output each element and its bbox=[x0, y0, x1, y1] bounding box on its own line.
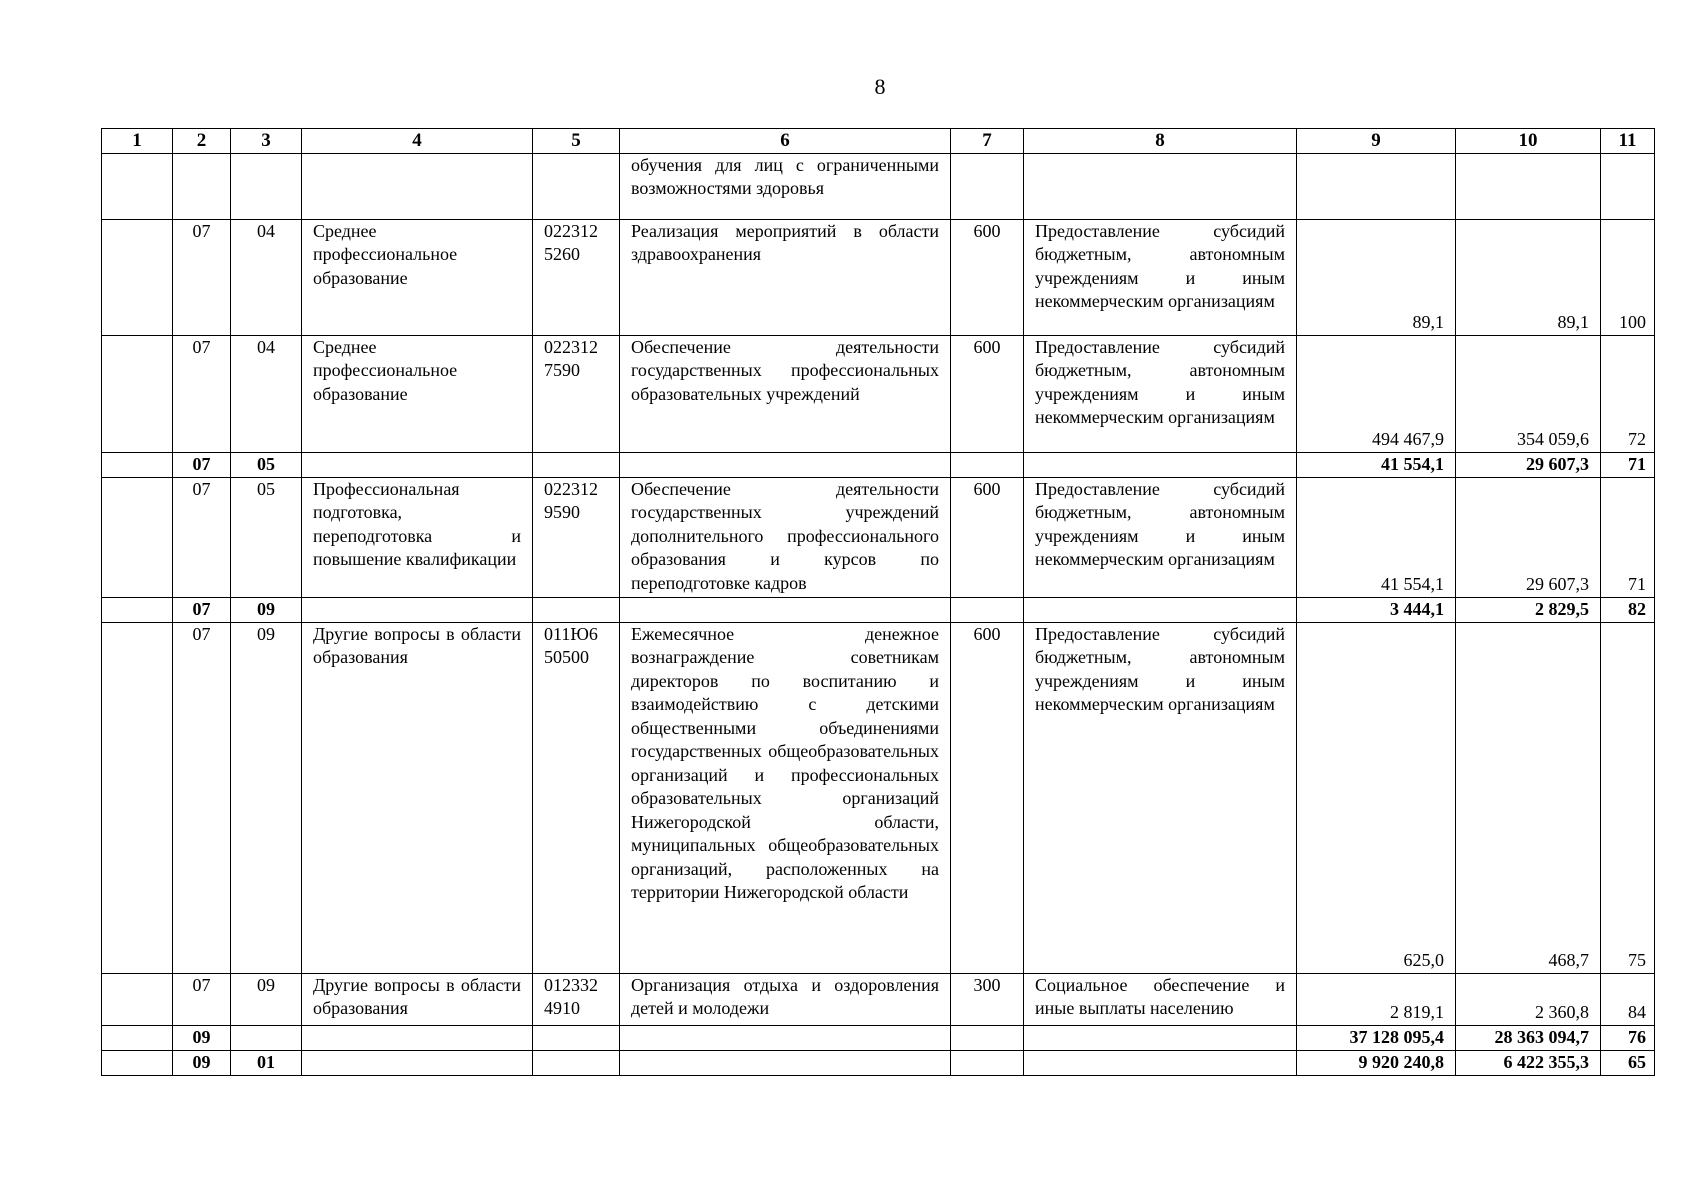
cell-fact: 89,1 bbox=[1456, 219, 1601, 335]
cell-expense-type-name bbox=[1024, 153, 1297, 219]
column-header: 2 bbox=[173, 129, 231, 154]
cell-section: 07 bbox=[173, 622, 231, 973]
cell-target-code bbox=[533, 335, 620, 452]
cell-col1 bbox=[102, 597, 173, 622]
cell-expense-type bbox=[951, 1050, 1024, 1075]
cell-expense-type-name bbox=[1024, 452, 1297, 477]
subtotal-row bbox=[102, 1050, 1655, 1075]
cell-target-name bbox=[620, 1025, 951, 1050]
cell-subsection-name: Среднее профессиональное образование bbox=[302, 219, 533, 335]
cell-col1 bbox=[102, 477, 173, 597]
subtotal-row bbox=[102, 597, 1655, 622]
target-code-part1: 012332 bbox=[544, 974, 598, 995]
cell-section: 07 bbox=[173, 452, 231, 477]
cell-section: 09 bbox=[173, 1050, 231, 1075]
cell-fact: 468,7 bbox=[1456, 622, 1601, 973]
cell-expense-type: 600 bbox=[951, 219, 1024, 335]
target-code-part1: 022312 bbox=[544, 336, 598, 357]
cell-subsection bbox=[231, 153, 302, 219]
cell-target-code bbox=[533, 153, 620, 219]
cell-percent: 76 bbox=[1601, 1025, 1655, 1050]
cell-subsection-name bbox=[302, 452, 533, 477]
cell-subsection: 04 bbox=[231, 219, 302, 335]
cell-expense-type: 600 bbox=[951, 477, 1024, 597]
cell-target-name bbox=[620, 452, 951, 477]
cell-subsection-name bbox=[302, 1025, 533, 1050]
cell-expense-type-name: Предоставление субсидий бюджетным, автономным учреждениям и иным некоммерческим организациям bbox=[1024, 477, 1297, 597]
cell-expense-type: 300 bbox=[951, 973, 1024, 1025]
subtotal-row bbox=[102, 1025, 1655, 1050]
cell-subsection: 01 bbox=[231, 1050, 302, 1075]
cell-target-code bbox=[533, 219, 620, 335]
cell-target-code bbox=[533, 1025, 620, 1050]
cell-plan: 494 467,9 bbox=[1297, 335, 1456, 452]
cell-target-name: Реализация мероприятий в области здравоохранения bbox=[620, 219, 951, 335]
cell-plan: 37 128 095,4 bbox=[1297, 1025, 1456, 1050]
target-code-part2: 50500 bbox=[544, 647, 589, 667]
cell-col1 bbox=[102, 1050, 173, 1075]
cell-percent: 71 bbox=[1601, 452, 1655, 477]
target-code-part2: 5260 bbox=[544, 244, 580, 264]
cell-target-code bbox=[533, 452, 620, 477]
cell-expense-type-name: Предоставление субсидий бюджетным, автономным учреждениям и иным некоммерческим организациям bbox=[1024, 622, 1297, 973]
cell-expense-type bbox=[951, 452, 1024, 477]
cell-target-code bbox=[533, 622, 620, 973]
column-header: 4 bbox=[302, 129, 533, 154]
page-number: 8 bbox=[874, 74, 886, 99]
cell-expense-type-name: Социальное обеспечение и иные выплаты населению bbox=[1024, 973, 1297, 1025]
cell-subsection: 09 bbox=[231, 973, 302, 1025]
cell-percent: 82 bbox=[1601, 597, 1655, 622]
cell-subsection: 09 bbox=[231, 622, 302, 973]
table-row bbox=[102, 219, 1655, 335]
cell-expense-type-name bbox=[1024, 1050, 1297, 1075]
cell-expense-type-name: Предоставление субсидий бюджетным, автономным учреждениям и иным некоммерческим организациям bbox=[1024, 219, 1297, 335]
cell-section: 07 bbox=[173, 219, 231, 335]
subtotal-row bbox=[102, 452, 1655, 477]
cell-plan: 625,0 bbox=[1297, 622, 1456, 973]
cell-section: 07 bbox=[173, 597, 231, 622]
target-code-part2: 7590 bbox=[544, 360, 580, 380]
cell-subsection-name bbox=[302, 597, 533, 622]
cell-target-name: обучения для лиц с ограниченными возможностями здоровья bbox=[620, 153, 951, 219]
cell-target-name bbox=[620, 1050, 951, 1075]
cell-target-name: Обеспечение деятельности государственных профессиональных образовательных учреждений bbox=[620, 335, 951, 452]
cell-section: 07 bbox=[173, 973, 231, 1025]
cell-fact: 29 607,3 bbox=[1456, 477, 1601, 597]
cell-fact: 354 059,6 bbox=[1456, 335, 1601, 452]
column-header: 6 bbox=[620, 129, 951, 154]
column-header: 11 bbox=[1601, 129, 1655, 154]
column-header: 9 bbox=[1297, 129, 1456, 154]
cell-fact: 2 829,5 bbox=[1456, 597, 1601, 622]
cell-section bbox=[173, 153, 231, 219]
cell-percent: 65 bbox=[1601, 1050, 1655, 1075]
table-row bbox=[102, 153, 1655, 219]
cell-expense-type bbox=[951, 153, 1024, 219]
cell-target-code bbox=[533, 597, 620, 622]
column-header: 3 bbox=[231, 129, 302, 154]
cell-percent: 84 bbox=[1601, 973, 1655, 1025]
cell-subsection-name: Другие вопросы в области образования bbox=[302, 622, 533, 973]
cell-percent: 72 bbox=[1601, 335, 1655, 452]
cell-percent: 100 bbox=[1601, 219, 1655, 335]
cell-expense-type bbox=[951, 1025, 1024, 1050]
cell-plan: 89,1 bbox=[1297, 219, 1456, 335]
cell-fact: 28 363 094,7 bbox=[1456, 1025, 1601, 1050]
cell-subsection: 05 bbox=[231, 452, 302, 477]
target-code-part1: 022312 bbox=[544, 220, 598, 241]
cell-plan bbox=[1297, 153, 1456, 219]
cell-subsection: 09 bbox=[231, 597, 302, 622]
cell-plan: 41 554,1 bbox=[1297, 452, 1456, 477]
cell-section: 07 bbox=[173, 477, 231, 597]
cell-section: 07 bbox=[173, 335, 231, 452]
column-header: 5 bbox=[533, 129, 620, 154]
cell-plan: 41 554,1 bbox=[1297, 477, 1456, 597]
cell-expense-type: 600 bbox=[951, 335, 1024, 452]
cell-section: 09 bbox=[173, 1025, 231, 1050]
column-header: 7 bbox=[951, 129, 1024, 154]
target-code-part1: 011Ю6 bbox=[544, 623, 598, 644]
cell-target-code bbox=[533, 477, 620, 597]
cell-subsection-name: Среднее профессиональное образование bbox=[302, 335, 533, 452]
cell-fact: 29 607,3 bbox=[1456, 452, 1601, 477]
cell-fact: 2 360,8 bbox=[1456, 973, 1601, 1025]
cell-target-name: Обеспечение деятельности государственных учреждений дополнительного профессионального образования и курсов по переподготовке кадров bbox=[620, 477, 951, 597]
cell-plan: 9 920 240,8 bbox=[1297, 1050, 1456, 1075]
cell-subsection-name: Профессиональная подготовка, переподготовка и повышение квалификации bbox=[302, 477, 533, 597]
cell-expense-type-name: Предоставление субсидий бюджетным, автономным учреждениям и иным некоммерческим организациям bbox=[1024, 335, 1297, 452]
cell-col1 bbox=[102, 153, 173, 219]
cell-expense-type bbox=[951, 597, 1024, 622]
table-row bbox=[102, 477, 1655, 597]
column-header: 1 bbox=[102, 129, 173, 154]
cell-col1 bbox=[102, 1025, 173, 1050]
cell-plan: 2 819,1 bbox=[1297, 973, 1456, 1025]
cell-expense-type: 600 bbox=[951, 622, 1024, 973]
cell-target-code bbox=[533, 1050, 620, 1075]
cell-subsection: 04 bbox=[231, 335, 302, 452]
cell-subsection: 05 bbox=[231, 477, 302, 597]
table-row bbox=[102, 973, 1655, 1025]
cell-col1 bbox=[102, 219, 173, 335]
cell-col1 bbox=[102, 622, 173, 973]
cell-percent: 71 bbox=[1601, 477, 1655, 597]
column-header: 8 bbox=[1024, 129, 1297, 154]
table-row bbox=[102, 622, 1655, 973]
cell-plan: 3 444,1 bbox=[1297, 597, 1456, 622]
cell-fact: 6 422 355,3 bbox=[1456, 1050, 1601, 1075]
column-header: 10 bbox=[1456, 129, 1601, 154]
cell-expense-type-name bbox=[1024, 597, 1297, 622]
cell-target-name bbox=[620, 597, 951, 622]
cell-subsection-name: Другие вопросы в области образования bbox=[302, 973, 533, 1025]
cell-col1 bbox=[102, 973, 173, 1025]
cell-target-name: Организация отдыха и оздоровления детей и молодежи bbox=[620, 973, 951, 1025]
cell-percent bbox=[1601, 153, 1655, 219]
table-header-row bbox=[102, 129, 1655, 154]
cell-fact bbox=[1456, 153, 1601, 219]
cell-subsection bbox=[231, 1025, 302, 1050]
cell-col1 bbox=[102, 452, 173, 477]
cell-target-name: Ежемесячное денежное вознаграждение советникам директоров по воспитанию и взаимодействию с детскими общественными объединениями государственных общеобразовательных организаций и профессиональных образовательных организаций Нижегородской области, муниципальных общеобразовательных организаций, расположенных на территории Нижегородской области bbox=[620, 622, 951, 973]
budget-table bbox=[101, 128, 1655, 1076]
cell-percent: 75 bbox=[1601, 622, 1655, 973]
target-code-part2: 9590 bbox=[544, 502, 580, 522]
cell-subsection-name bbox=[302, 153, 533, 219]
target-code-part2: 4910 bbox=[544, 998, 580, 1018]
cell-expense-type-name bbox=[1024, 1025, 1297, 1050]
table-row bbox=[102, 335, 1655, 452]
cell-subsection-name bbox=[302, 1050, 533, 1075]
cell-target-code bbox=[533, 973, 620, 1025]
target-code-part1: 022312 bbox=[544, 478, 598, 499]
cell-col1 bbox=[102, 335, 173, 452]
